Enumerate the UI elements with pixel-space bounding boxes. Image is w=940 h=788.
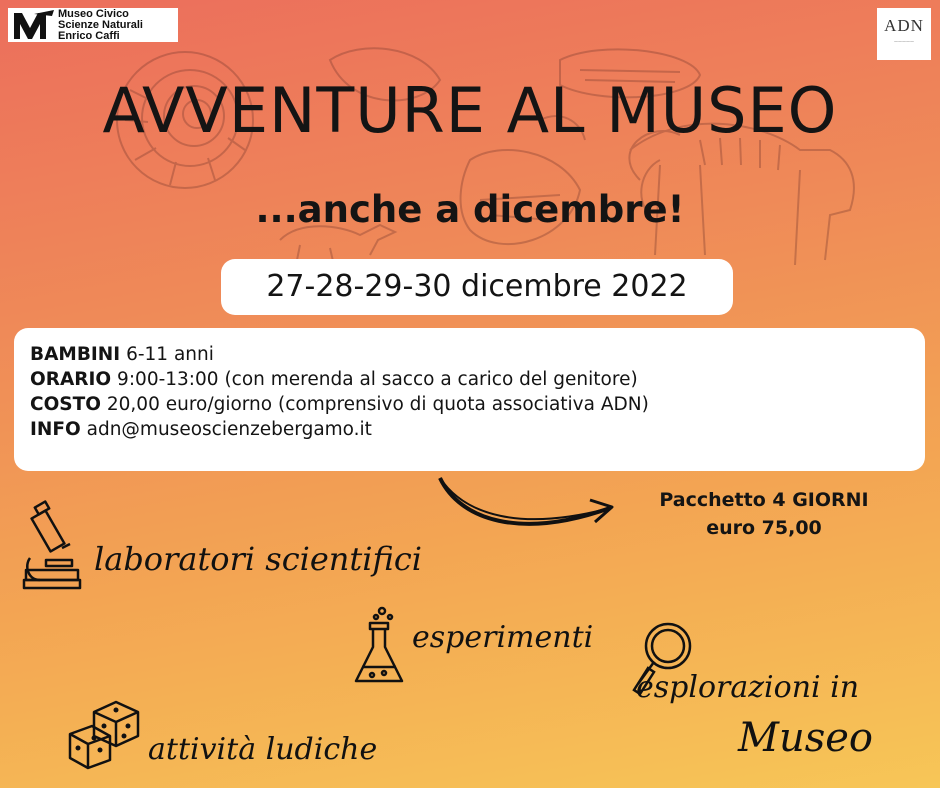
info-row-bambini — [30, 342, 909, 367]
microscope-icon — [22, 500, 82, 592]
info-box — [14, 328, 925, 471]
museo-logo-icon — [8, 8, 58, 42]
page-subtitle: ...anche a dicembre! — [255, 188, 685, 231]
page-title: AVVENTURE AL MUSEO — [102, 74, 838, 147]
package-price: euro 75,00 — [706, 517, 822, 539]
adn-logo — [877, 8, 931, 60]
museo-logo — [8, 8, 178, 42]
package-title: Pacchetto 4 GIORNI — [659, 489, 869, 511]
info-key: BAMBINI — [30, 344, 121, 365]
activity-explore-label: esplorazioni in — [636, 670, 860, 705]
dice-icon — [64, 698, 148, 772]
arrow-icon — [430, 470, 630, 550]
info-key: ORARIO — [30, 369, 112, 390]
adn-logo-text: ADN — [884, 16, 924, 35]
museo-logo-line1: Museo Civico — [58, 7, 129, 20]
activity-museo-label: Museo — [738, 715, 873, 761]
info-key: COSTO — [30, 394, 101, 415]
activity-lab-label: laboratori scientifici — [94, 540, 422, 578]
info-email: adn@museoscienzebergamo.it — [86, 419, 372, 440]
museo-logo-line2: Scienze Naturali — [58, 18, 143, 31]
package-offer — [614, 486, 914, 542]
museo-logo-line3: Enrico Caffi — [58, 29, 120, 42]
activity-games-label: attività ludiche — [148, 732, 378, 767]
info-value: 20,00 euro/giorno (comprensivo di quota associativa ADN) — [106, 394, 649, 415]
flask-icon — [350, 605, 410, 687]
activity-experiments-label: esperimenti — [412, 620, 594, 655]
info-row-costo — [30, 392, 909, 417]
info-row-orario — [30, 367, 909, 392]
info-row-info — [30, 417, 909, 442]
adn-logo-tagline-graphic: ————— — [894, 39, 914, 44]
info-key: INFO — [30, 419, 81, 440]
info-value: 9:00-13:00 (con merenda al sacco a carico del genitore) — [117, 369, 638, 390]
info-value: 6-11 anni — [126, 344, 214, 365]
date-badge: 27-28-29-30 dicembre 2022 — [221, 259, 733, 315]
